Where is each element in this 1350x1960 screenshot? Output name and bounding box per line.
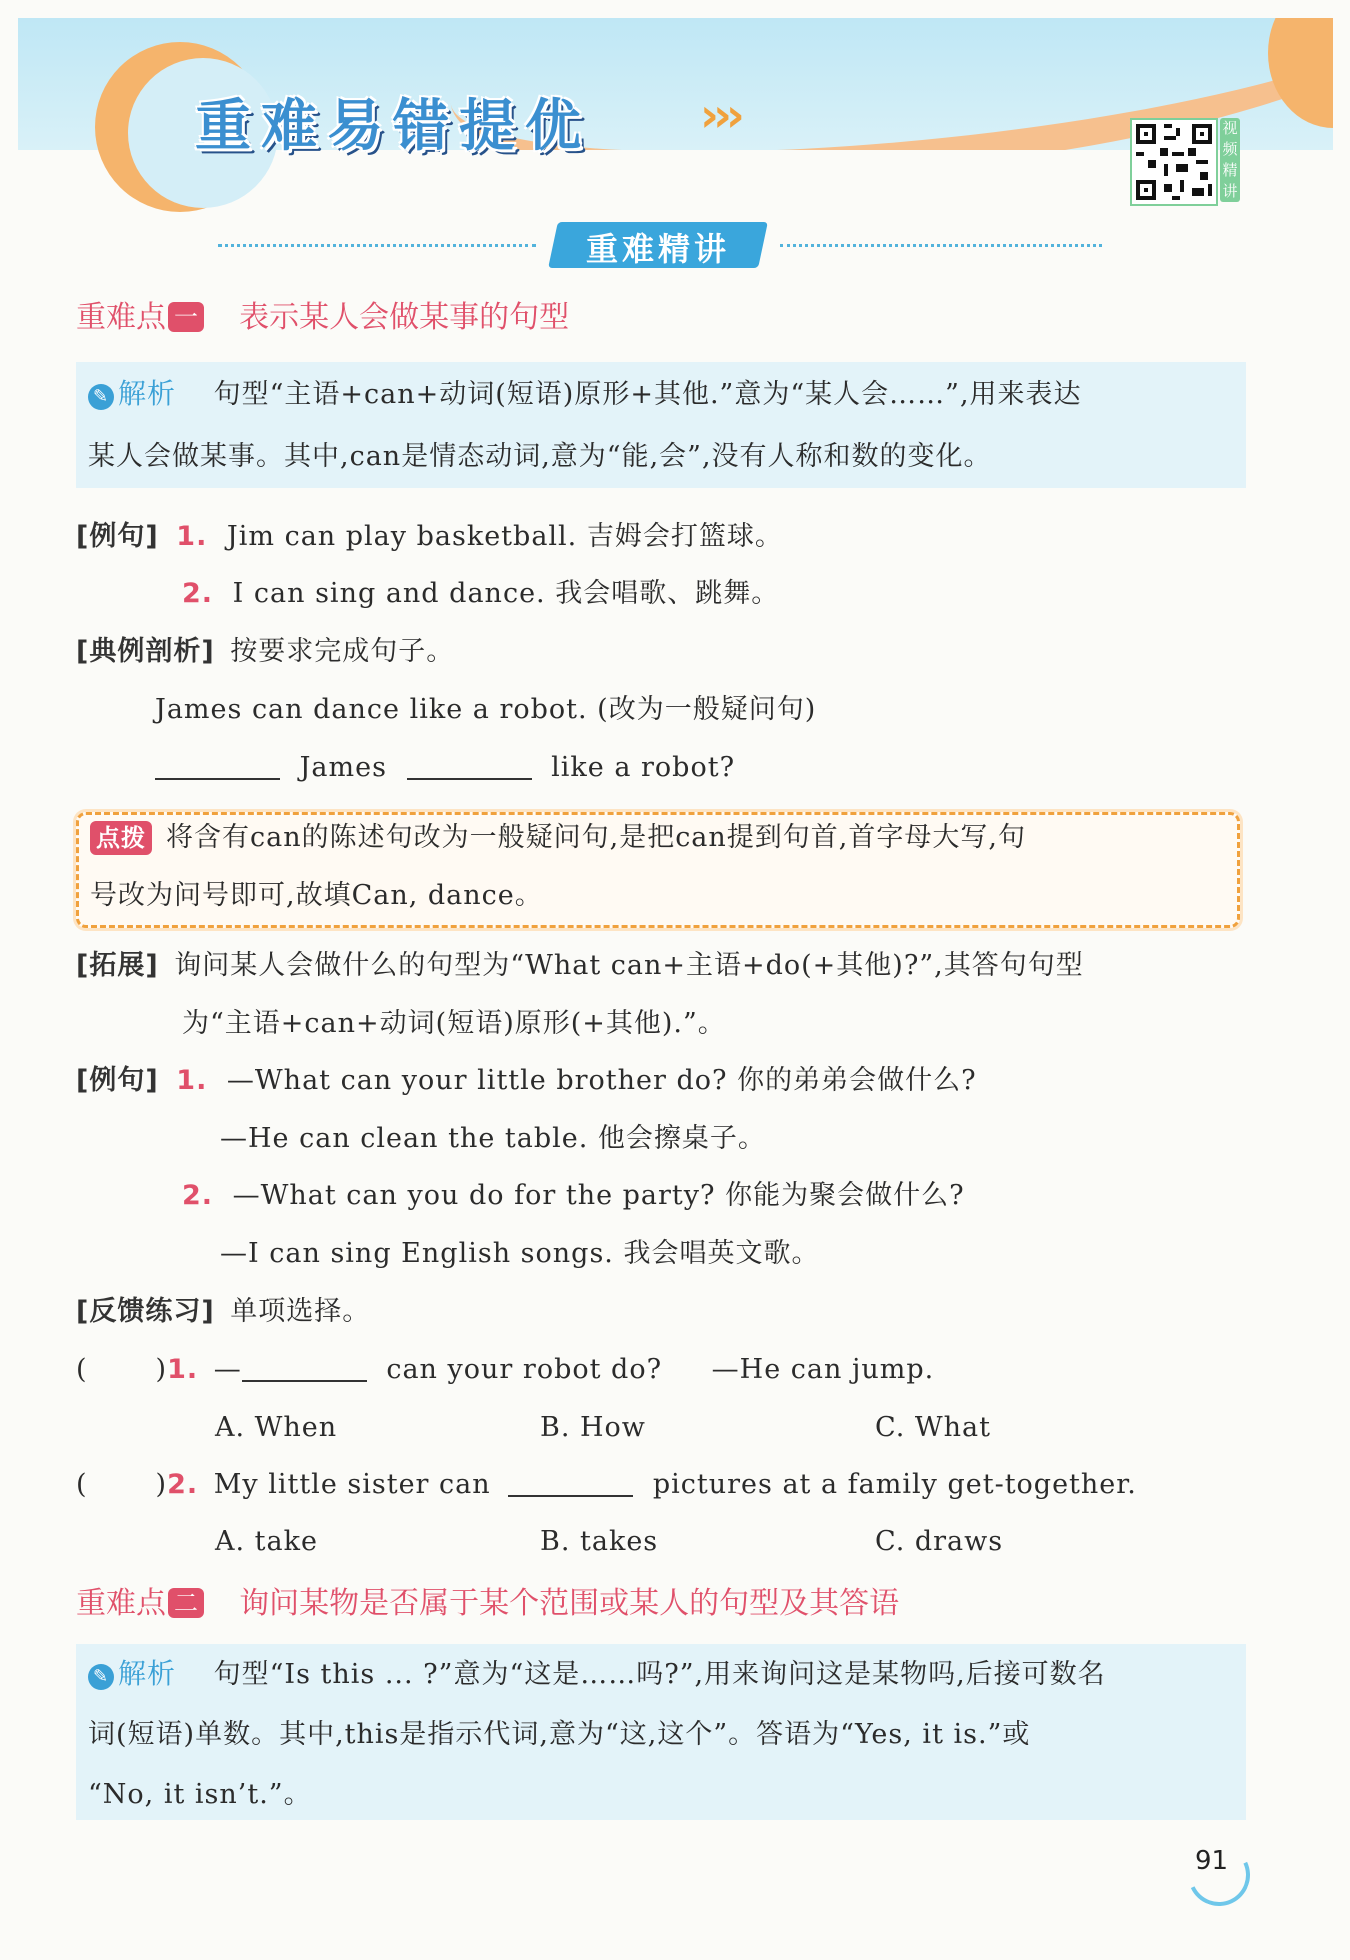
example-text: —I can sing English songs. 我会唱英文歌。 [220,1238,820,1269]
example-text: —What can your little brother do? 你的弟弟会做什么? [226,1065,977,1096]
tip-text [90,818,1230,916]
option[interactable]: C. draws [875,1526,1004,1557]
question-number: 2. [167,1469,199,1500]
option[interactable]: B. takes [540,1526,659,1557]
divider-dotted [780,244,1102,247]
option[interactable]: A. take [215,1526,318,1557]
page-number: 91 [1195,1846,1229,1876]
example-text: Jim can play basketball. 吉姆会打篮球。 [226,521,783,552]
answer-blank[interactable] [242,1352,367,1382]
keypoint-title: 表示某人会做某事的句型 [239,300,570,335]
analysis-line: 某人会做某事。其中,can是情态动词,意为“能,会”,没有人称和数的变化。 [88,441,992,472]
question-row: ( )2. My little sister can pictures at a family get-together. [76,1469,1137,1500]
page-title: 重难易错提优 [195,94,591,159]
section-title: 重难精讲 [585,230,730,268]
question-text: pictures at a family get-together. [652,1469,1137,1500]
answer-paren-open[interactable]: ( [76,1469,88,1500]
tip-line: 号改为问号即可,故填Can, dance。 [90,880,543,911]
feedback-row [76,1292,370,1332]
tip-badge: 点拨 [90,821,152,855]
option[interactable]: C. What [875,1412,991,1443]
keypoint-number: 二 [168,1588,204,1618]
keypoint-heading [76,292,569,336]
answer-blank[interactable] [508,1467,633,1497]
keypoint-heading [76,1578,899,1622]
example-number: 1. [176,521,208,552]
divider-dotted [218,244,536,247]
analysis-text [88,374,1238,477]
question-number: 1. [167,1354,199,1385]
keypoint-label: 重难点 [76,300,166,335]
pencil-icon: ✎ [88,384,114,410]
expand-row [76,946,1084,986]
typical-instruction: 按要求完成句子。 [230,636,455,667]
analysis-line: 句型“Is this ... ?”意为“这是……吗?”,用来询问这是某物吗,后接可数名 [213,1659,1106,1690]
qr-code-icon[interactable] [1130,118,1218,206]
answer-blank[interactable] [407,750,532,780]
question-text: —He can jump. [711,1354,935,1385]
example-number: 2. [182,578,214,609]
keypoint-label: 重难点 [76,1586,166,1621]
example-row [182,574,779,614]
analysis-label: ✎ 解析 [88,1657,176,1690]
feedback-label: [反馈练习] [76,1296,215,1327]
answer-paren-open[interactable]: ( [76,1354,88,1385]
typical-example-row [76,632,454,672]
answer-paren-close: ) [155,1469,168,1500]
tip-line: 将含有can的陈述句改为一般疑问句,是把can提到句首,首字母大写,句 [166,822,1026,853]
example-text: I can sing and dance. 我会唱歌、跳舞。 [232,578,780,609]
expand-text: 为“主语+can+动词(短语)原形(+其他).”。 [182,1008,726,1039]
answer-paren-close: ) [155,1354,168,1385]
question-text: can your robot do? [386,1354,663,1385]
chevron-right-icon: ››› [700,88,739,142]
analysis-label: ✎ 解析 [88,377,176,410]
typical-fill-row: James like a robot? [155,748,735,788]
typical-sentence: James can dance like a robot. (改为一般疑问句) [155,694,817,725]
example-row [76,517,783,557]
example-text: —He can clean the table. 他会擦桌子。 [220,1123,766,1154]
typical-label: [典例剖析] [76,636,215,667]
keypoint-number: 一 [168,302,204,332]
qr-label: 视频精讲 [1220,118,1240,202]
expand-text: 询问某人会做什么的句型为“What can+主语+do(+其他)?”,其答句句型 [174,950,1084,981]
header-corner-decoration [1268,18,1333,128]
feedback-instruction: 单项选择。 [230,1296,371,1327]
answer-blank[interactable] [155,750,280,780]
option[interactable]: B. How [540,1412,646,1443]
example-number: 1. [176,1065,208,1096]
analysis-line: 词(短语)单数。其中,this是指示代词,意为“这,这个”。答语为“Yes, it is.”或 [88,1719,1031,1750]
question-row: ( )1. — can your robot do? —He can jump. [76,1354,935,1385]
keypoint-title: 询问某物是否属于某个范围或某人的句型及其答语 [239,1586,900,1621]
analysis-text [88,1654,1238,1815]
pencil-icon: ✎ [88,1664,114,1690]
analysis-line: 句型“主语+can+动词(短语)原形+其他.”意为“某人会……”,用来表达 [213,379,1082,410]
example-text: —What can you do for the party? 你能为聚会做什么? [232,1180,965,1211]
example-number: 2. [182,1180,214,1211]
expand-label: [拓展] [76,950,159,981]
example-row [182,1176,965,1216]
analysis-line: “No, it isn’t.”。 [88,1779,312,1810]
option[interactable]: A. When [215,1412,338,1443]
example-label: [例句] [76,1065,159,1096]
example-row [76,1061,977,1101]
example-label: [例句] [76,521,159,552]
